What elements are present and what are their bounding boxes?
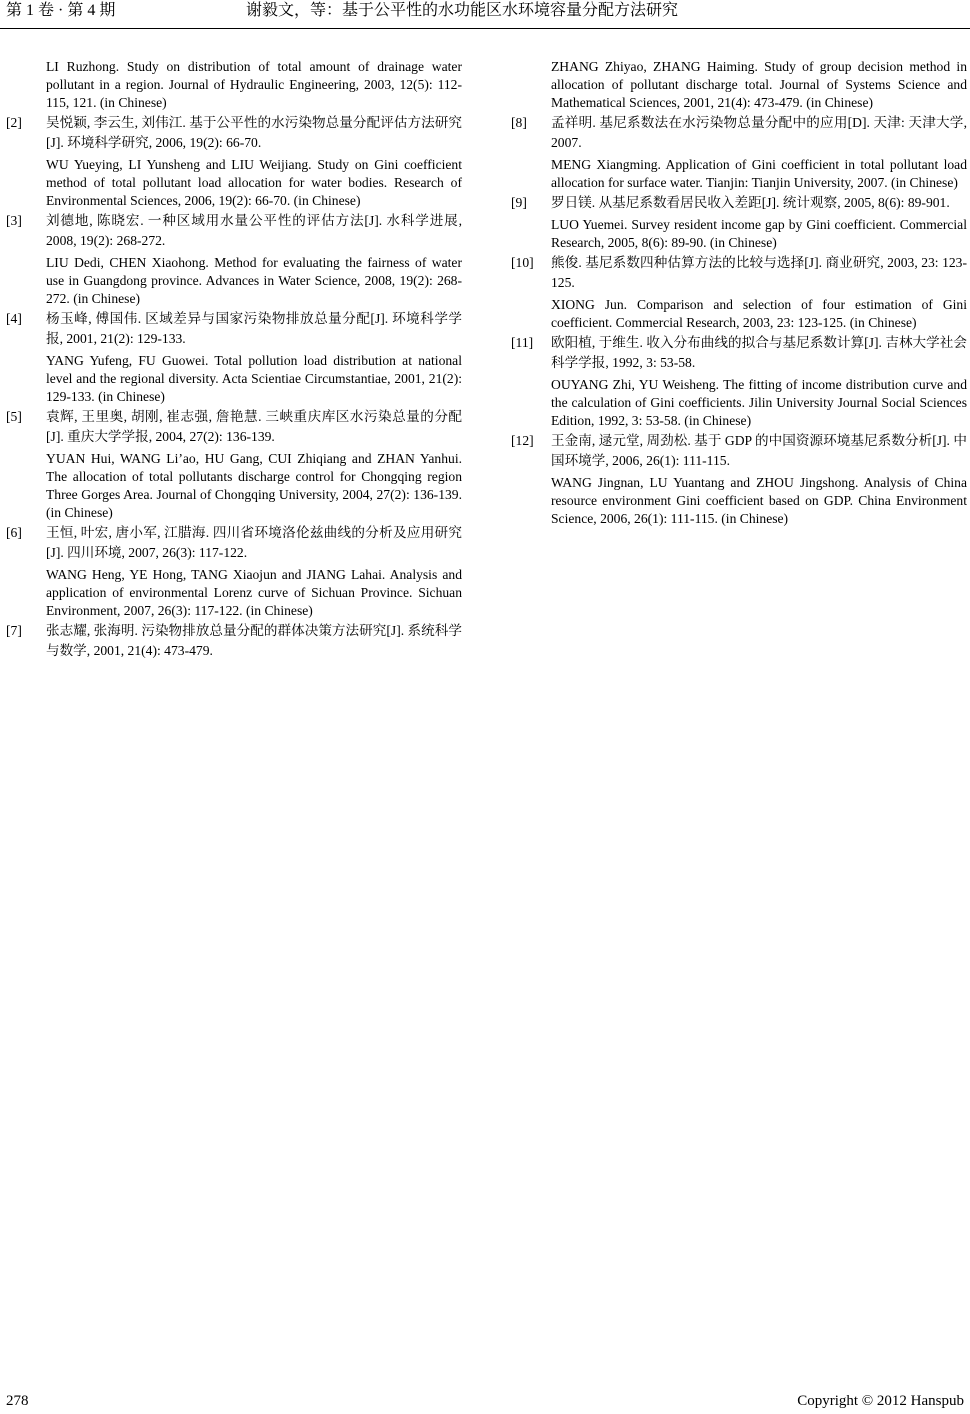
running-title: 谢毅文，等：基于公平性的水功能区水环境容量分配方法研究 <box>246 2 679 19</box>
ref-number: [8] <box>511 115 527 130</box>
ref-number: [11] <box>511 335 534 350</box>
ref-chinese: 欧阳植, 于维生. 收入分布曲线的拟合与基尼系数计算[J]. 吉林大学社会科学学报, 1992, 3: 53-58. <box>551 335 967 370</box>
right-column <box>511 58 967 529</box>
ref-number: [9] <box>511 195 527 210</box>
ref-chinese: 吴悦颖, 李云生, 刘伟江. 基于公平性的水污染物总量分配评估方法研究[J]. 环境科学研究, 2006, 19(2): 66-70. <box>46 115 462 150</box>
reference-5 <box>6 407 462 522</box>
reference-7 <box>6 621 462 661</box>
ref-english: LIU Dedi, CHEN Xiaohong. Method for evaluating the fairness of water use in Guangdong province. Advances in Water Science, 2008, 19(2): 268-272. (in Chinese) <box>46 255 462 306</box>
reference-8 <box>511 113 967 192</box>
ref-number: [4] <box>6 311 22 326</box>
ref-continuation: ZHANG Zhiyao, ZHANG Haiming. Study of group decision method in allocation of pollutant discharge total. Journal of Systems Science and Mathematical Sciences, 2001, 21(4): 473-479. (in Chinese) <box>551 59 967 110</box>
ref-english: XIONG Jun. Comparison and selection of four estimation of Gini coefficient. Commercial Research, 2003, 23: 123-125. (in Chinese) <box>551 297 967 330</box>
ref-chinese: 王金南, 逯元堂, 周劲松. 基于 GDP 的中国资源环境基尼系数分析[J]. 中国环境学, 2006, 26(1): 111-115. <box>551 433 967 468</box>
ref-number: [12] <box>511 433 534 448</box>
reference-3 <box>6 211 462 308</box>
ref-english: OUYANG Zhi, YU Weisheng. The fitting of income distribution curve and the calculation of Gini coefficients. Jilin University Journal Social Sciences Edition, 1992, 3: 53-58. (in Chinese) <box>551 377 967 428</box>
ref-chinese: 王恒, 叶宏, 唐小军, 江腊海. 四川省环境洛伦兹曲线的分析及应用研究[J]. 四川环境, 2007, 26(3): 117-122. <box>46 525 462 560</box>
ref-english: YUAN Hui, WANG Li’ao, HU Gang, CUI Zhiqiang and ZHAN Yanhui. The allocation of total pollutants discharge control for Chongqing region Three Gorges Area. Journal of Chongqing University, 2004, 27(2): 136-139. (in Chinese) <box>46 451 462 520</box>
ref-number: [3] <box>6 213 22 228</box>
ref-number: [2] <box>6 115 22 130</box>
ref-continuation: LI Ruzhong. Study on distribution of total amount of drainage water pollutant in a region. Journal of Hydraulic Engineering, 2003, 12(5): 112-115, 121. (in Chinese) <box>46 59 462 110</box>
ref-english: YANG Yufeng, FU Guowei. Total pollution load distribution at national level and the regional diversity. Acta Scientiae Circumstantiae, 2001, 21(2): 129-133. (in Chinese) <box>46 353 462 404</box>
running-header <box>0 0 970 29</box>
ref-chinese: 罗日镁. 从基尼系数看居民收入差距[J]. 统计观察, 2005, 8(6): 89-901. <box>551 195 950 210</box>
ref-chinese: 熊俊. 基尼系数四种估算方法的比较与选择[J]. 商业研究, 2003, 23: 123-125. <box>551 255 967 290</box>
issue-label: 第 1 卷 · 第 4 期 <box>6 2 116 19</box>
reference-11 <box>511 333 967 430</box>
ref-chinese: 袁辉, 王里奥, 胡刚, 崔志强, 詹艳慧. 三峡重庆库区水污染总量的分配[J]. 重庆大学学报, 2004, 27(2): 136-139. <box>46 409 462 444</box>
ref-number: [6] <box>6 525 22 540</box>
reference-12 <box>511 431 967 528</box>
ref-chinese: 刘德地, 陈晓宏. 一种区域用水量公平性的评估方法[J]. 水科学进展, 2008, 19(2): 268-272. <box>46 213 462 248</box>
left-column <box>6 58 462 664</box>
ref-chinese: 张志耀, 张海明. 污染物排放总量分配的群体决策方法研究[J]. 系统科学与数学, 2001, 21(4): 473-479. <box>46 623 462 658</box>
page-number: 278 <box>6 1393 29 1409</box>
ref-english: WU Yueying, LI Yunsheng and LIU Weijiang. Study on Gini coefficient method of total pollutant load allocation for water bodies. Research of Environmental Sciences, 2006, 19(2): 66-70. (in Chinese) <box>46 157 462 208</box>
ref-number: [10] <box>511 255 534 270</box>
ref-number: [7] <box>6 623 22 638</box>
ref-english: WANG Jingnan, LU Yuantang and ZHOU Jingshong. Analysis of China resource environment Gini coefficient based on GDP. China Environment Science, 2006, 26(1): 111-115. (in Chinese) <box>551 475 967 526</box>
ref-chinese: 孟祥明. 基尼系数法在水污染物总量分配中的应用[D]. 天津: 天津大学, 2007. <box>551 115 967 150</box>
reference-6 <box>6 523 462 620</box>
reference-4 <box>6 309 462 406</box>
reference-10 <box>511 253 967 332</box>
reference-2 <box>6 113 462 210</box>
reference-9 <box>511 193 967 252</box>
ref-english: MENG Xiangming. Application of Gini coefficient in total pollutant load allocation for surface water. Tianjin: Tianjin University, 2007. (in Chinese) <box>551 157 967 190</box>
ref-chinese: 杨玉峰, 傅国伟. 区域差异与国家污染物排放总量分配[J]. 环境科学学报, 2001, 21(2): 129-133. <box>46 311 462 346</box>
copyright-notice: Copyright © 2012 Hanspub <box>797 1393 964 1409</box>
ref-english: WANG Heng, YE Hong, TANG Xiaojun and JIANG Lahai. Analysis and application of environmental Lorenz curve of Sichuan Province. Sichuan Environment, 2007, 26(3): 117-122. (in Chinese) <box>46 567 462 618</box>
ref-number: [5] <box>6 409 22 424</box>
ref-english: LUO Yuemei. Survey resident income gap by Gini coefficient. Commercial Research, 2005, 8(6): 89-90. (in Chinese) <box>551 217 967 250</box>
